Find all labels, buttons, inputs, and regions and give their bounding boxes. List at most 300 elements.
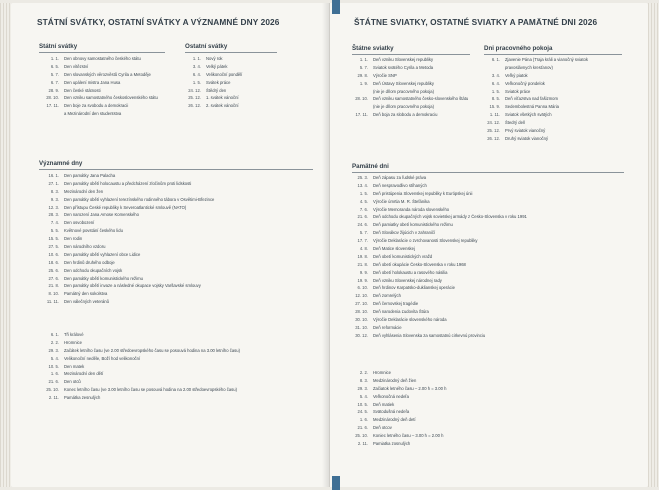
- item-date: 1. 1.: [359, 57, 368, 62]
- list-item: [348, 64, 468, 72]
- item-date: 6. 10.: [357, 285, 368, 291]
- item-name: Den památky obětí vyhlazení terezínského rodinného tábora v Osvětimi-Březince: [64, 196, 215, 202]
- item-date: 28. 3.: [48, 212, 59, 218]
- bookmark-ribbon-bottom: [332, 476, 340, 490]
- left-page: [11, 3, 329, 487]
- pamatne-dni-list: [348, 174, 527, 340]
- item-name: Začátek letního času (ve 2.00 středoevropského času se posouvá hodina na 3.00 letního času): [64, 347, 240, 353]
- item-name: Nový rok: [206, 56, 223, 61]
- item-name: Svátek práce: [206, 79, 231, 85]
- item-name: (nie je dňom pracovného pokoja): [373, 88, 434, 94]
- item-name: Deň obetí komunistických vražd: [373, 253, 433, 259]
- list-item: [181, 55, 242, 63]
- heading-rule: [352, 172, 624, 173]
- item-name: Veľkonočná nedeľa: [373, 393, 409, 399]
- item-date: 24. 12.: [487, 120, 500, 126]
- item-date: 29. 3.: [357, 385, 368, 391]
- item-name: Den boje za svobodu a demokracii: [64, 103, 129, 109]
- list-item: [39, 251, 214, 259]
- item-date: 25. 3.: [357, 175, 368, 180]
- list-item: [348, 245, 527, 253]
- item-date: 12. 3.: [48, 204, 59, 210]
- item-name: Deň vyhlásenia Slovenska za samostatnú cirkevnú provinciu: [373, 332, 486, 338]
- item-date: 5. 4.: [50, 355, 59, 361]
- item-name: Den české státnosti: [64, 87, 101, 93]
- list-item: [480, 135, 588, 143]
- item-date: 19. 9.: [357, 277, 368, 283]
- item-name: 2. svátek vánoční: [206, 103, 239, 109]
- item-date: 26. 12.: [487, 135, 500, 141]
- item-name: Výročie SNP: [373, 72, 397, 78]
- list-item: [348, 88, 468, 96]
- list-item: [348, 190, 527, 198]
- item-date: 25. 12.: [188, 95, 201, 101]
- list-item: [39, 211, 214, 219]
- item-date: 4. 5.: [359, 198, 368, 204]
- list-item: [348, 308, 527, 316]
- list-item: [480, 88, 588, 96]
- page-edges-right: [648, 3, 659, 487]
- item-name: Medzinárodný deň žien: [373, 377, 417, 383]
- item-date: 10. 5.: [48, 363, 59, 369]
- list-item: [348, 416, 446, 424]
- list-item: [348, 369, 446, 377]
- item-date: 2. 11.: [357, 441, 368, 447]
- list-item: [39, 180, 214, 188]
- list-item: [348, 72, 468, 80]
- item-date: 7. 6.: [359, 206, 368, 212]
- item-date: 6. 4.: [192, 71, 201, 77]
- item-date: 25. 10.: [355, 433, 368, 439]
- item-date: 1. 9.: [359, 80, 368, 86]
- list-item: [39, 110, 158, 118]
- item-name: Veľkonočný pondelok: [505, 80, 545, 86]
- list-item: [39, 290, 214, 298]
- item-date: 18. 6.: [48, 259, 59, 265]
- list-item: [480, 95, 588, 103]
- list-item: [348, 103, 468, 111]
- item-date: 19. 8.: [357, 253, 368, 259]
- item-date: [348, 103, 373, 111]
- dni-pracovneho-pokoja-list: [480, 56, 588, 143]
- list-item: [39, 378, 240, 386]
- heading-rule: [352, 54, 470, 55]
- list-item: [39, 188, 214, 196]
- heading-rule: [39, 52, 165, 53]
- list-item: [348, 198, 527, 206]
- list-item: [39, 94, 158, 102]
- list-item: [480, 56, 588, 64]
- item-name: Medzinárodný deň detí: [373, 417, 416, 423]
- list-item: [348, 182, 527, 190]
- item-name: Deň Slovákov žijúcich v zahraničí: [373, 230, 436, 236]
- list-item: [480, 127, 588, 135]
- item-date: 9. 9.: [359, 269, 368, 275]
- item-name: Deň pamiatky obetí komunistického režimu: [373, 222, 453, 228]
- list-item: [39, 102, 158, 110]
- item-name: Den památky Jana Palacha: [64, 173, 116, 178]
- item-name: Výročie Deklarácie o zvrchovanosti Slovenskej republiky: [373, 238, 478, 244]
- item-name: Den odchodu okupačních vojsk: [64, 267, 123, 273]
- item-date: 21. 6.: [357, 425, 368, 431]
- list-item: [39, 331, 240, 339]
- list-item: [39, 282, 214, 290]
- item-name: pravoslávnych kresťanov): [505, 64, 553, 70]
- list-item: [39, 386, 240, 394]
- item-name: Den narození Jana Amose Komenského: [64, 212, 139, 218]
- list-item: [181, 102, 242, 110]
- item-date: 28. 9.: [48, 87, 59, 93]
- item-name: Den památky obětí komunistického režimu: [64, 275, 143, 281]
- item-date: 6. 1.: [50, 332, 59, 337]
- item-name: Deň boja za slobodu a demokraciu: [373, 112, 438, 118]
- item-date: 27. 5.: [48, 244, 59, 250]
- item-name: Den vzniku samostatného československého státu: [64, 95, 158, 101]
- item-date: 21. 6.: [357, 214, 368, 220]
- item-date: 3. 4.: [491, 72, 500, 78]
- item-name: Památný den sokolstva: [64, 291, 108, 297]
- item-date: [39, 110, 64, 118]
- item-date: 1. 1.: [192, 56, 201, 61]
- list-item: [39, 219, 214, 227]
- item-name: Květnové povstání českého lidu: [64, 228, 123, 234]
- item-date: 8. 10.: [48, 291, 59, 297]
- right-page-title: ŠTÁTNE SVIATKY, OSTATNÉ SVIATKY A PAMÄTNÉ DNI 2026: [354, 17, 598, 27]
- item-date: [348, 88, 373, 96]
- list-item: [39, 227, 214, 235]
- item-date: 31. 10.: [355, 324, 368, 330]
- item-name: Deň otcov: [373, 425, 392, 431]
- item-date: 24. 5.: [357, 409, 368, 415]
- bookmark-ribbon-top: [332, 0, 340, 14]
- item-name: Den upálení mistra Jana Husa: [64, 79, 121, 85]
- item-name: Deň Ústavy Slovenskej republiky: [373, 80, 434, 86]
- item-name: Velikonoční neděle, Boží hod velikonoční: [64, 355, 141, 361]
- list-item: [39, 298, 214, 306]
- item-name: Den rodin: [64, 236, 83, 242]
- item-name: Den slovanských věrozvěstů Cyrila a Metoděje: [64, 71, 151, 77]
- item-name: a Mezinárodní den studentstva: [64, 111, 122, 117]
- list-item: [39, 204, 214, 212]
- ostatni-svatky-list: [181, 55, 242, 110]
- item-name: Štědrý den: [206, 87, 227, 93]
- item-date: 6. 7.: [50, 79, 59, 85]
- item-date: 24. 6.: [357, 222, 368, 228]
- item-date: 1. 5.: [359, 190, 368, 196]
- list-item: [39, 347, 240, 355]
- item-name: Druhý sviatok vianočný: [505, 135, 549, 141]
- heading-rule: [185, 52, 277, 53]
- item-name: Výročie Deklarácie slovenského národa: [373, 317, 447, 323]
- list-item: [348, 332, 527, 340]
- item-name: Deň černovskej tragédie: [373, 301, 419, 307]
- item-name: (nie je dňom pracovného pokoja): [373, 104, 434, 110]
- item-date: 15. 9.: [489, 104, 500, 110]
- item-name: Den památky obětí holocaustu a předcházení zločinům proti lidskosti: [64, 180, 192, 186]
- item-date: 28. 10.: [355, 309, 368, 315]
- item-name: Deň Matice slovenskej: [373, 246, 415, 252]
- item-name: Deň vzniku Slovenskej republiky: [373, 57, 434, 62]
- item-name: Den matek: [64, 363, 85, 369]
- item-date: 6. 4.: [491, 80, 500, 86]
- list-item: [39, 363, 240, 371]
- item-date: 28. 10.: [46, 95, 59, 101]
- item-date: 24. 12.: [188, 87, 201, 93]
- list-item: [348, 316, 527, 324]
- left-page-title: STÁTNÍ SVÁTKY, OSTATNÍ SVÁTKY A VÝZNAMNÉ DNY 2026: [37, 17, 280, 27]
- item-name: Štedrý deň: [505, 120, 526, 126]
- item-name: Deň odchodu okupačných vojsk sovietskej armády z Česko-Slovenska v roku 1991: [373, 214, 527, 220]
- item-date: 30. 10.: [355, 317, 368, 323]
- statni-svatky-list: [39, 55, 158, 118]
- item-name: Den vítězství: [64, 63, 89, 69]
- item-name: Velký pátek: [206, 63, 228, 69]
- item-date: 28. 10.: [355, 96, 368, 102]
- item-date: 17. 7.: [357, 238, 368, 244]
- item-date: 8. 3.: [359, 377, 368, 383]
- list-item: [39, 243, 214, 251]
- list-item: [348, 237, 527, 245]
- list-item: [348, 213, 527, 221]
- item-name: Den přístupu České republiky k Severoatlantické smlouvě (NATO): [64, 204, 187, 210]
- list-item: [39, 196, 214, 204]
- item-name: Den památky obětí vyhlazení obce Lidice: [64, 251, 141, 257]
- item-name: Den hrdinů druhého odboje: [64, 259, 115, 265]
- item-name: Deň vzniku samostatného česko-slovenského štátu: [373, 96, 469, 102]
- item-name: Deň reformácie: [373, 324, 402, 330]
- item-name: Zjavenie Pána (Traja králi a vianočný sviatok: [505, 57, 588, 62]
- item-date: 11. 11.: [46, 299, 59, 305]
- list-item: [39, 267, 214, 275]
- item-date: 1. 5.: [491, 88, 500, 94]
- item-date: 25. 10.: [46, 387, 59, 393]
- list-item: [39, 370, 240, 378]
- list-item: [39, 339, 240, 347]
- list-item: [348, 284, 527, 292]
- list-item: [480, 119, 588, 127]
- item-date: 5. 7.: [50, 71, 59, 77]
- pamatne-dni-list-2: [348, 369, 446, 448]
- item-date: 8. 5.: [491, 96, 500, 102]
- list-item: [348, 56, 468, 64]
- item-date: 2. 2.: [50, 339, 59, 345]
- item-date: 15. 5.: [48, 236, 59, 242]
- item-name: Den osvobození: [64, 220, 95, 226]
- item-name: Deň obetí okupácie Česko-Slovenska v roku 1968: [373, 261, 466, 267]
- item-date: 4. 8.: [359, 246, 368, 252]
- item-date: 27. 10.: [355, 301, 368, 307]
- list-item: [39, 355, 240, 363]
- item-name: Deň zápasu za ľudské práva: [373, 175, 427, 180]
- item-name: Deň narodenia Ľudovíta Štúra: [373, 309, 429, 315]
- item-name: Hromnice: [64, 339, 82, 345]
- list-item: [39, 55, 158, 63]
- item-name: Výročie Memoranda národa slovenského: [373, 206, 450, 212]
- list-item: [348, 300, 527, 308]
- list-item: [348, 111, 468, 119]
- item-name: Den válečných veteránů: [64, 299, 109, 305]
- list-item: [348, 253, 527, 261]
- list-item: [348, 269, 527, 277]
- item-date: 30. 12.: [355, 332, 368, 338]
- item-name: Sviatok svätého Cyrila a Metoda: [373, 64, 434, 70]
- item-name: Výročie úmrtia M. R. Štefánika: [373, 198, 430, 204]
- list-item: [348, 229, 527, 237]
- list-item: [348, 424, 446, 432]
- list-item: [348, 408, 446, 416]
- item-name: Den otců: [64, 379, 81, 385]
- list-item: [480, 103, 588, 111]
- item-name: Tři králové: [64, 332, 84, 337]
- item-date: 29. 3.: [48, 347, 59, 353]
- page-edges-left: [0, 3, 11, 487]
- item-date: 1. 5.: [192, 79, 201, 85]
- item-date: 7. 4.: [50, 220, 59, 226]
- item-name: Deň matiek: [373, 401, 395, 407]
- item-date: 21. 8.: [357, 261, 368, 267]
- item-name: Deň obetí holokaustu a rasového násilia: [373, 269, 448, 275]
- item-date: 17. 11.: [46, 103, 59, 109]
- item-name: Sedembolestná Panna Mária: [505, 104, 560, 110]
- item-date: [480, 64, 505, 72]
- item-date: 21. 6.: [48, 379, 59, 385]
- list-item: [348, 324, 527, 332]
- item-date: 13. 4.: [357, 182, 368, 188]
- item-date: 5. 4.: [359, 393, 368, 399]
- list-item: [181, 79, 242, 87]
- item-name: Den národního vzdoru: [64, 244, 106, 250]
- item-date: 26. 12.: [188, 103, 201, 109]
- dni-pracovneho-pokoja-heading: Dni pracovného pokoja: [484, 45, 553, 52]
- statne-sviatky-heading: Štátne sviatky: [352, 45, 394, 52]
- item-date: 6. 5.: [50, 63, 59, 69]
- vyznamne-dny-list-2: [39, 331, 240, 402]
- item-name: Den obnovy samostatného českého státu: [64, 56, 141, 61]
- item-date: 8. 3.: [50, 188, 59, 194]
- list-item: [480, 64, 588, 72]
- item-name: Koniec letného času – 3.00 h = 2.00 h: [373, 433, 444, 439]
- item-date: 25. 6.: [48, 267, 59, 273]
- item-name: Deň vzniku Slovenskej národnej rady: [373, 277, 442, 283]
- list-item: [348, 80, 468, 88]
- item-name: Mezinárodní den dětí: [64, 371, 104, 377]
- item-date: 29. 8.: [357, 72, 368, 78]
- list-item: [39, 235, 214, 243]
- list-item: [348, 385, 446, 393]
- vyznamne-dny-list: [39, 172, 214, 306]
- heading-rule: [39, 169, 313, 170]
- right-page: [330, 3, 648, 487]
- item-name: Konec letního času (ve 3.00 letního času se posouvá hodina na 2.00 středoevropského času): [64, 387, 237, 393]
- item-name: Deň nespravodlivo stíhaných: [373, 182, 427, 188]
- list-item: [181, 71, 242, 79]
- list-item: [39, 71, 158, 79]
- list-item: [480, 111, 588, 119]
- item-date: 5. 7.: [359, 64, 368, 70]
- vyznamne-dny-heading: Významné dny: [39, 160, 83, 167]
- item-date: 5. 7.: [359, 230, 368, 236]
- list-item: [39, 172, 214, 180]
- item-name: Deň víťazstva nad fašizmom: [505, 96, 559, 102]
- item-date: 5. 5.: [50, 228, 59, 234]
- list-item: [348, 440, 446, 448]
- item-date: 1. 6.: [50, 371, 59, 377]
- item-name: Prvý sviatok vianočný: [505, 128, 546, 134]
- item-name: Veľký piatok: [505, 72, 528, 78]
- item-date: 16. 1.: [48, 173, 59, 178]
- statne-sviatky-list: [348, 56, 468, 119]
- item-name: Pamiatka zosnulých: [373, 441, 411, 447]
- item-date: 12. 10.: [355, 293, 368, 299]
- list-item: [39, 275, 214, 283]
- list-item: [39, 394, 240, 402]
- list-item: [181, 87, 242, 95]
- item-date: 2. 2.: [359, 370, 368, 375]
- list-item: [348, 393, 446, 401]
- item-date: 1. 1.: [50, 56, 59, 61]
- list-item: [348, 95, 468, 103]
- list-item: [348, 221, 527, 229]
- item-name: Památka zesnulých: [64, 395, 101, 401]
- item-name: Začiatok letného času – 2.00 h = 3.00 h: [373, 385, 447, 391]
- list-item: [348, 401, 446, 409]
- item-name: Sviatok práce: [505, 88, 531, 94]
- item-date: 6. 1.: [491, 57, 500, 62]
- item-date: 25. 12.: [487, 128, 500, 134]
- item-name: Sviatok všetkých svätých: [505, 112, 552, 118]
- list-item: [480, 72, 588, 80]
- item-date: 10. 6.: [48, 251, 59, 257]
- item-name: Deň hrdinov Karpatsko-duklianskej operácie: [373, 285, 455, 291]
- item-date: 1. 6.: [359, 417, 368, 423]
- item-name: Hromnice: [373, 370, 391, 375]
- list-item: [348, 206, 527, 214]
- ostatni-svatky-heading: Ostatní svátky: [185, 43, 228, 50]
- item-name: Velikonoční pondělí: [206, 71, 243, 77]
- list-item: [348, 432, 446, 440]
- item-date: 3. 4.: [192, 63, 201, 69]
- list-item: [39, 259, 214, 267]
- item-date: 21. 8.: [48, 283, 59, 289]
- item-name: Deň zomrelých: [373, 293, 401, 299]
- item-name: Mezinárodní den žen: [64, 188, 104, 194]
- statni-svatky-heading: Státní svátky: [39, 43, 78, 50]
- item-date: 9. 3.: [50, 196, 59, 202]
- item-date: 27. 6.: [48, 275, 59, 281]
- list-item: [480, 80, 588, 88]
- heading-rule: [484, 54, 622, 55]
- item-name: 1. svátek vánoční: [206, 95, 239, 101]
- list-item: [39, 79, 158, 87]
- item-name: Deň pristúpenia Slovenskej republiky k Európskej únii: [373, 190, 473, 196]
- list-item: [39, 63, 158, 71]
- list-item: [348, 174, 527, 182]
- list-item: [348, 261, 527, 269]
- list-item: [181, 63, 242, 71]
- list-item: [348, 277, 527, 285]
- pamatne-dni-heading: Pamätné dni: [352, 163, 389, 170]
- item-date: 2. 11.: [48, 395, 59, 401]
- list-item: [348, 292, 527, 300]
- list-item: [181, 94, 242, 102]
- item-date: 10. 5.: [357, 401, 368, 407]
- list-item: [39, 87, 158, 95]
- list-item: [348, 377, 446, 385]
- item-date: 17. 11.: [355, 112, 368, 118]
- item-date: 1. 11.: [489, 112, 500, 118]
- item-name: Svätodušná nedeľa: [373, 409, 410, 415]
- item-name: Den památky obětí invaze a následné okupace vojsky Varšavské smlouvy: [64, 283, 201, 289]
